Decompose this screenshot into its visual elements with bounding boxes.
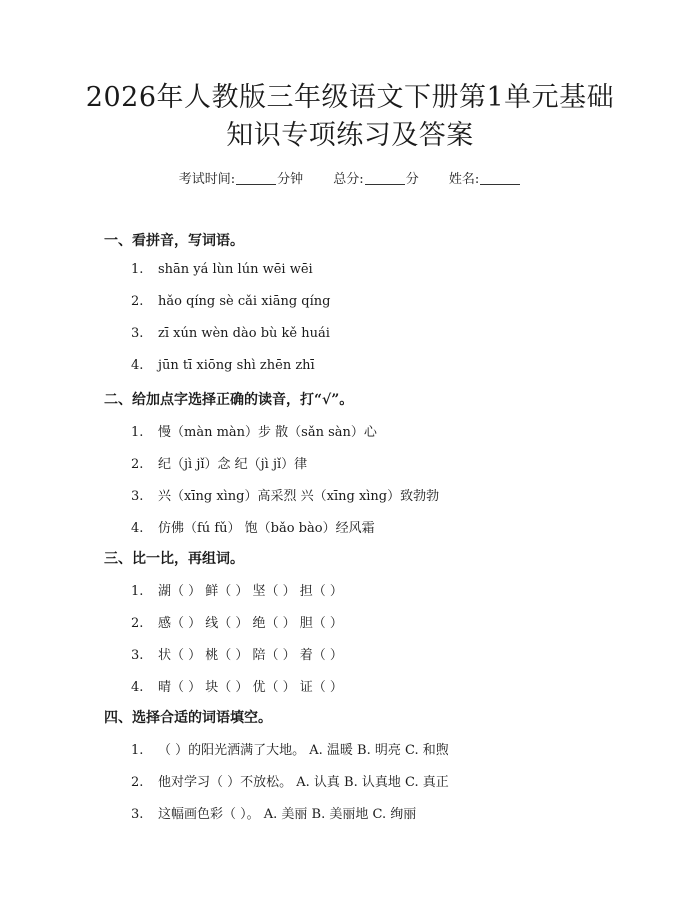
item-text: 湖（ ） 鲜（ ） 坚（ ） 担（ ） — [158, 584, 343, 599]
item-text: 兴（xīng xìng）高采烈 兴（xīng xìng）致勃勃 — [158, 489, 440, 504]
item-text: zī xún wèn dào bù kě huái — [158, 326, 330, 341]
document-title-line-2: 知识专项练习及答案 — [226, 120, 474, 151]
list-item — [131, 676, 343, 695]
list-item — [131, 485, 439, 504]
item-text: jūn tī xiōng shì zhēn zhī — [158, 358, 315, 373]
list-item — [131, 771, 449, 790]
item-text: 状（ ） 桃（ ） 陪（ ） 着（ ） — [158, 648, 343, 663]
item-number: 2. — [131, 616, 144, 631]
item-number: 2. — [131, 775, 144, 790]
item-text: shān yá lùn lún wēi wēi — [158, 262, 313, 277]
item-number: 4. — [131, 521, 144, 536]
item-text: 纪（jì jǐ）念 纪（jì jǐ）律 — [158, 457, 308, 472]
item-text: 这幅画色彩（ ）。 A. 美丽 B. 美丽地 C. 绚丽 — [158, 807, 417, 822]
section-heading-2: 二、给加点字选择正确的读音，打“√”。 — [104, 392, 354, 408]
exam-info-line — [0, 168, 700, 187]
exam-time-field — [179, 172, 303, 187]
item-number: 4. — [131, 358, 144, 373]
item-number: 4. — [131, 680, 144, 695]
section-heading-4: 四、选择合适的词语填空。 — [104, 710, 272, 726]
list-item — [131, 612, 343, 631]
item-number: 3. — [131, 489, 144, 504]
total-score-label: 总分: — [333, 172, 364, 187]
item-text: （ ）的阳光洒满了大地。 A. 温暖 B. 明亮 C. 和煦 — [158, 743, 449, 758]
list-item — [131, 739, 449, 758]
item-number: 2. — [131, 294, 144, 309]
list-item — [131, 262, 313, 277]
item-text: 仿佛（fú fǔ） 饱（bǎo bào）经风霜 — [158, 521, 375, 536]
exam-time-unit: 分钟 — [277, 172, 304, 187]
exam-time-label: 考试时间: — [178, 172, 236, 187]
item-number: 3. — [131, 326, 144, 341]
item-text: 他对学习（ ）不放松。 A. 认真 B. 认真地 C. 真正 — [158, 775, 449, 790]
item-number: 2. — [131, 457, 144, 472]
list-item — [131, 358, 315, 373]
name-blank — [480, 172, 520, 185]
section-heading-3: 三、比一比，再组词。 — [104, 551, 244, 567]
list-item — [131, 580, 343, 599]
total-score-blank — [365, 172, 405, 185]
item-number: 3. — [131, 648, 144, 663]
total-score-field — [333, 172, 418, 187]
item-text: 感（ ） 线（ ） 绝（ ） 胆（ ） — [158, 616, 343, 631]
item-number: 3. — [131, 807, 144, 822]
list-item — [131, 421, 377, 440]
list-item — [131, 326, 330, 341]
section-heading-1: 一、看拼音，写词语。 — [104, 233, 244, 249]
list-item — [131, 294, 330, 309]
item-number: 1. — [131, 584, 144, 599]
document-title-line-1: 2026年人教版三年级语文下册第1单元基础 — [85, 82, 615, 113]
item-text: 晴（ ） 块（ ） 优（ ） 证（ ） — [158, 680, 343, 695]
name-field — [449, 172, 521, 187]
item-number: 1. — [131, 743, 144, 758]
item-text: hǎo qíng sè cǎi xiāng qíng — [158, 294, 331, 309]
list-item — [131, 517, 375, 536]
exam-time-blank — [236, 172, 276, 185]
item-text: 慢（màn màn）步 散（sǎn sàn）心 — [158, 425, 377, 440]
list-item — [131, 803, 416, 822]
total-score-unit: 分 — [405, 172, 419, 187]
list-item — [131, 644, 343, 663]
list-item — [131, 453, 307, 472]
item-number: 1. — [131, 425, 144, 440]
item-number: 1. — [131, 262, 144, 277]
name-label: 姓名: — [448, 172, 480, 187]
